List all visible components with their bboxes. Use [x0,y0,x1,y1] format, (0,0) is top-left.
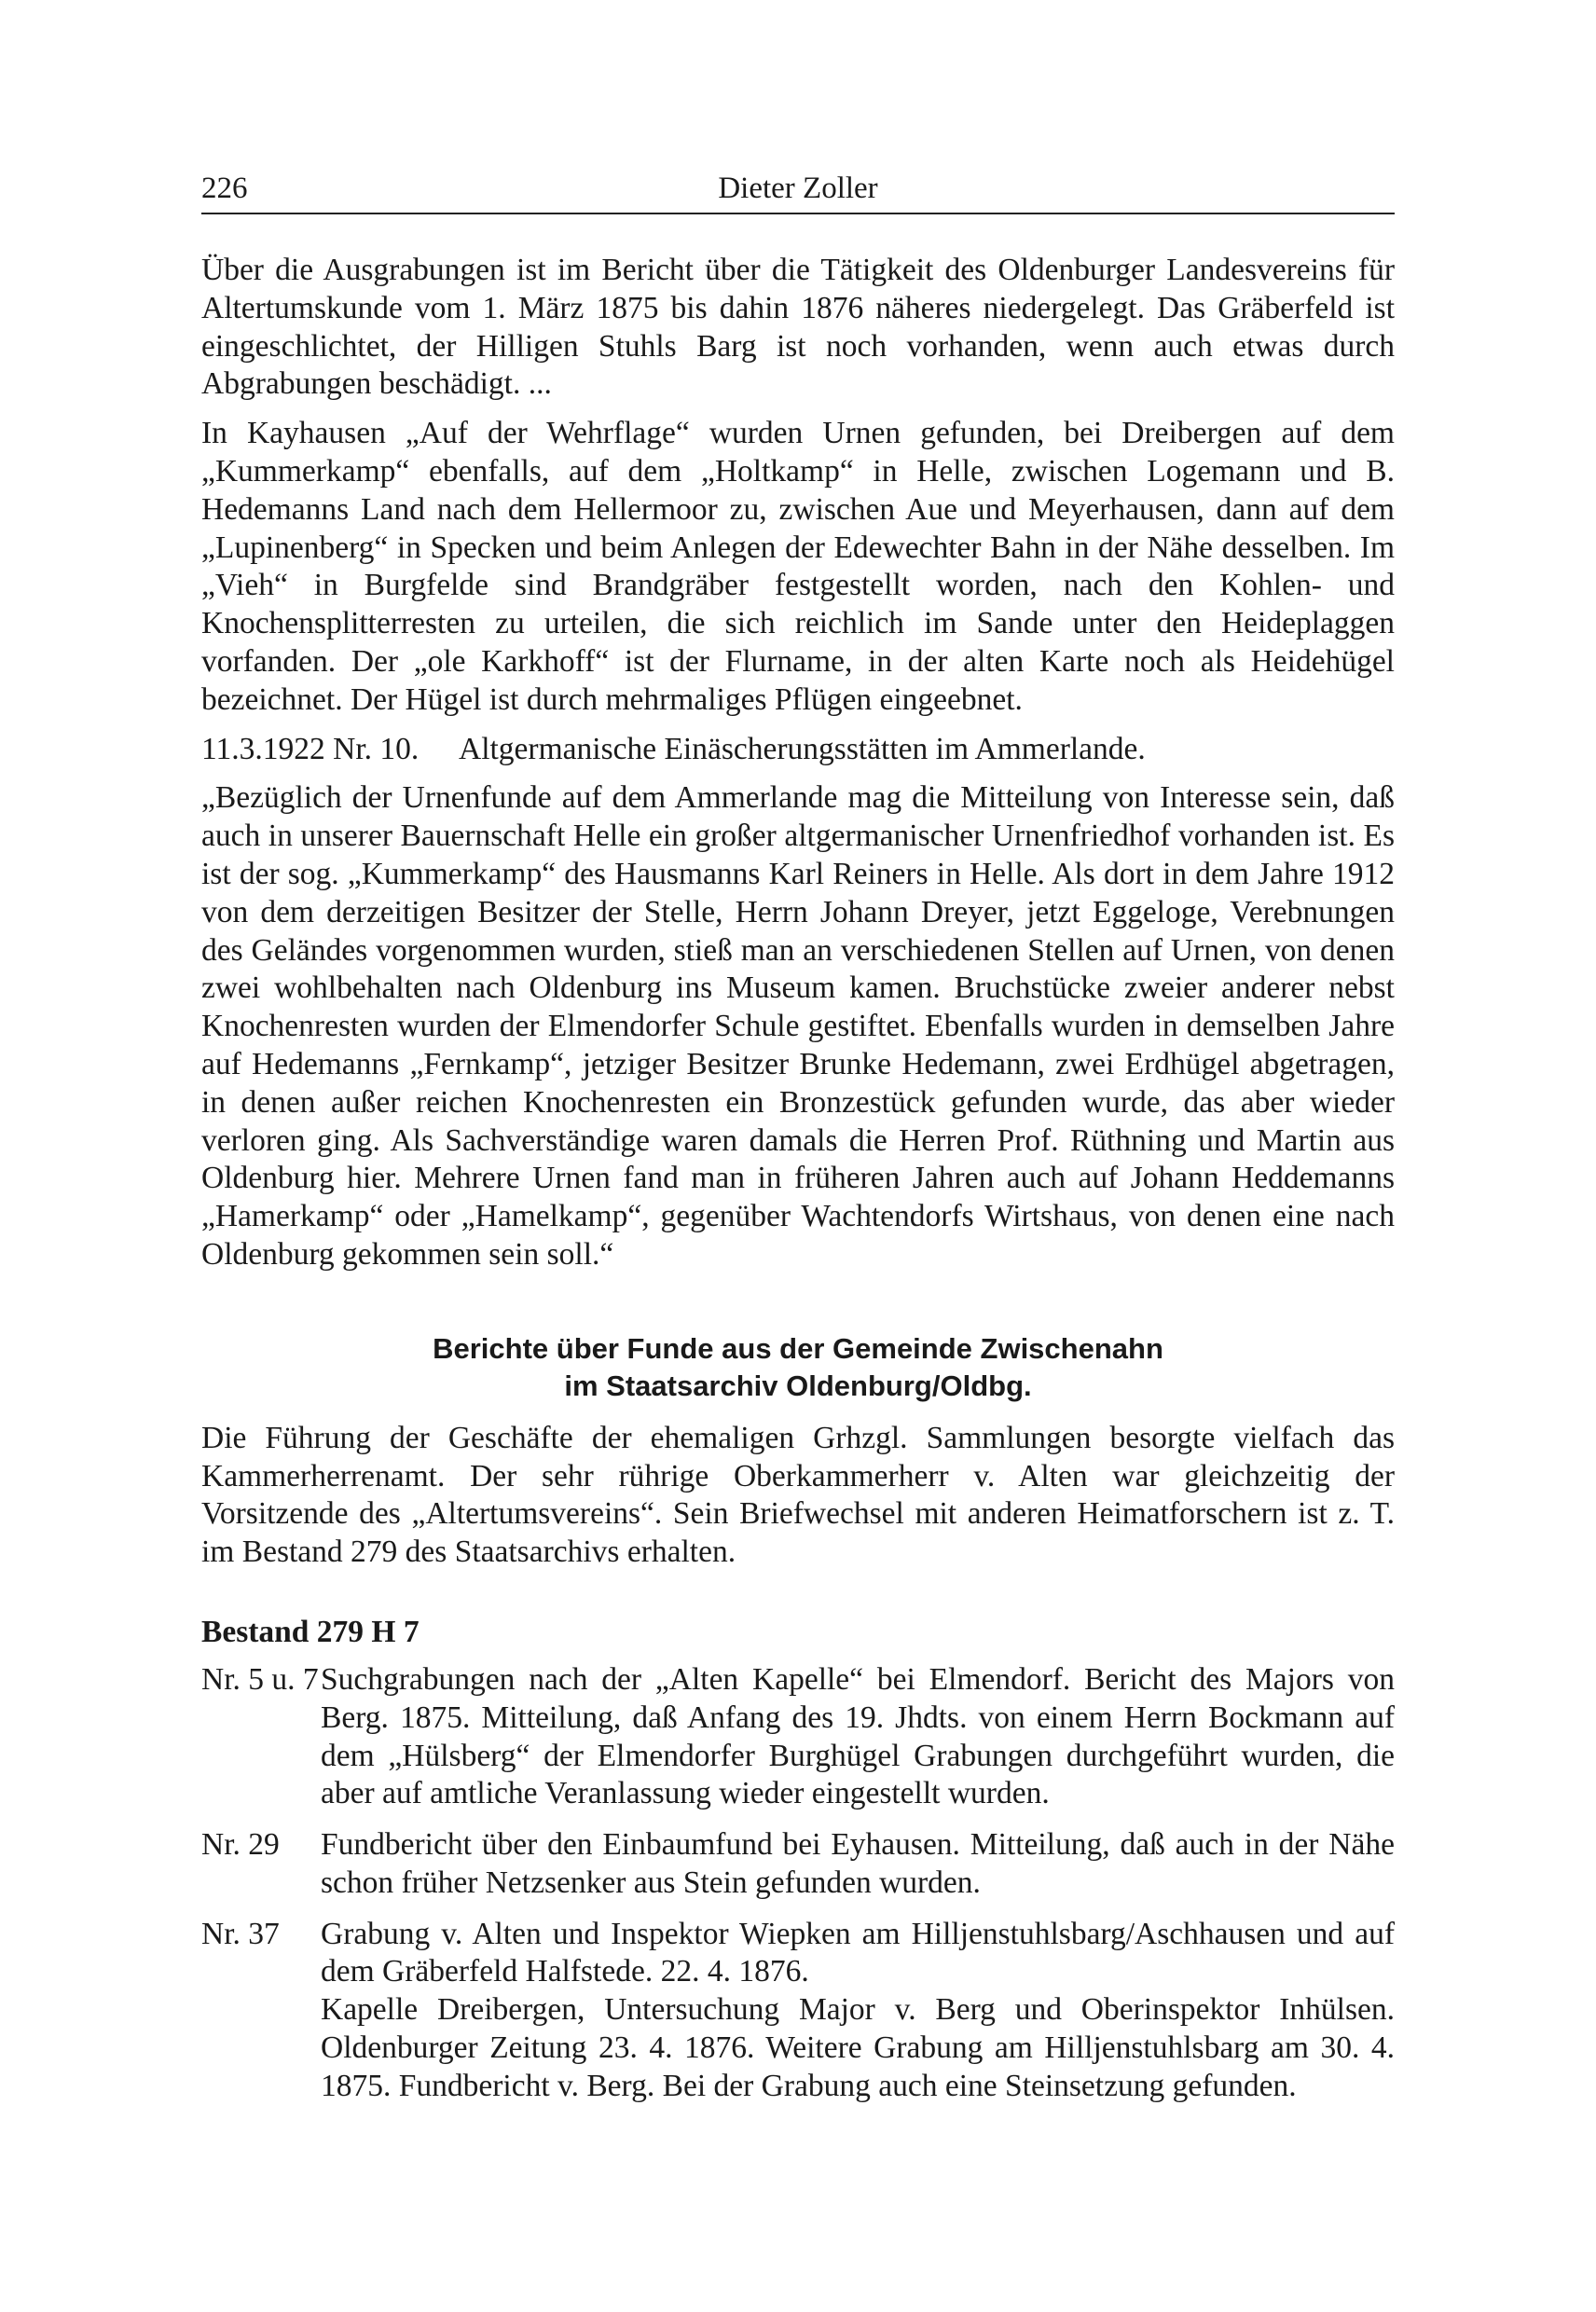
bestand-heading: Bestand 279 H 7 [201,1614,420,1649]
reference-text [321,1826,1395,1903]
body-text [201,252,1395,2119]
entry-date: 11.3.1922 Nr. 10. [201,731,420,766]
running-head: Dieter Zoller [718,172,878,205]
archive-reference-item [201,1916,1395,2106]
reference-text [321,1916,1395,2106]
newspaper-entry [201,731,1395,769]
paragraph: In Kayhausen „Auf der Wehrflage“ wurden Urnen gefunden, bei Dreibergen auf dem „Kummerkamp“ ebenfalls, auf dem „Holtkamp“ in Helle, zwischen Logemann und B. Hedemanns Land nach dem Hellermoor zu, zwischen Aue und Meyerhausen, dann auf dem „Lupinenberg“ in Specken und beim Anlegen der Edewechter Bahn in der Nähe desselben. Im „Vieh“ in Burgfelde sind Brandgräber festgestellt worden, nach den Kohlen- und Knochensplitterresten zu urteilen, die sich reichlich im Sande unter den Heideplaggen vorfanden. Der „ole Karkhoff“ ist der Flurname, in der alten Karte noch als Heidehügel bezeichnet. Der Hügel ist durch mehrmaliges Pflügen eingeebnet. [201,416,1395,717]
archive-reference-item [201,1826,1395,1903]
section-heading-line: Berichte über Funde aus der Gemeinde Zwischenahn [433,1331,1163,1365]
archive-reference-item [201,1661,1395,1813]
reference-description: Grabung v. Alten und Inspektor Wiepken am Hilljenstuhlsbarg/Aschhausen und auf dem Gräberfeld Halfstede. 22. 4. 1876. [321,1916,1395,1989]
section-intro: Die Führung der Geschäfte der ehemaligen Grhzgl. Sammlungen besorgte vielfach das Kammerherrenamt. Der sehr rührige Oberkammerherr v. Alten war gleichzeitig der Vorsitzende des „Altertumsvereins“. Sein Briefwechsel mit anderen Heimatforschern ist z. T. im Bestand 279 des Staatsarchivs erhalten. [201,1420,1395,1570]
reference-text [321,1661,1395,1813]
reference-description: Fundbericht über den Einbaumfund bei Eyhausen. Mitteilung, daß auch in der Nähe schon früher Netzsenker aus Stein gefunden wurden. [321,1827,1395,1900]
reference-number: Nr. 29 [201,1827,280,1863]
reference-number: Nr. 37 [201,1916,280,1951]
section-heading [201,1330,1395,1405]
reference-number: Nr. 5 u. 7 [201,1661,319,1697]
quoted-paragraph: „Bezüglich der Urnenfunde auf dem Ammerlande mag die Mitteilung von Interesse sein, daß auch in unserer Bauernschaft Helle ein großer altgermanischer Urnenfriedhof vorhanden ist. Es ist der sog. „Kummerkamp“ des Hausmanns Karl Reiners in Helle. Als dort in dem Jahre 1912 von dem derzeitigen Besitzer der Stelle, Herrn Johann Dreyer, jetzt Eggeloge, Verebnungen des Geländes vorgenommen wurden, stieß man an verschiedenen Stellen auf Urnen, von denen zwei wohlbehalten nach Oldenburg ins Museum kamen. Bruchstücke zweier anderer nebst Knochenresten wurden der Elmendorfer Schule gestiftet. Ebenfalls wurden in demselben Jahre auf Hedemanns „Fernkamp“, jetziger Besitzer Brunke Hedemann, zwei Erdhügel abgetragen, in denen außer reichen Knochenresten ein Bronzestück gefunden wurde, das aber wieder verloren ging. Als Sachverständige waren damals die Herren Prof. Rüthning und Martin aus Oldenburg hier. Mehrere Urnen fand man in früheren Jahren auch auf Johann Heddemanns „Hamerkamp“ oder „Hamelkamp“, gegenüber Wachtendorfs Wirtshaus, von denen eine nach Oldenburg gekommen sein soll.“ [201,780,1395,1272]
page-header [201,168,1395,214]
paragraph: Über die Ausgrabungen ist im Bericht über die Tätigkeit des Oldenburger Landesvereins für Altertumskunde vom 1. März 1875 bis dahin 1876 näheres niedergelegt. Das Gräberfeld ist eingeschlichtet, der Hilligen Stuhls Barg ist noch vorhanden, wenn auch etwas durch Abgrabungen beschädigt. ... [201,253,1395,402]
section-heading-line: im Staatsarchiv Oldenburg/Oldbg. [564,1369,1032,1402]
reference-description: Kapelle Dreibergen, Untersuchung Major v. Berg und Oberinspektor Inhülsen. Oldenburger Zeitung 23. 4. 1876. Weitere Grabung am Hilljenstuhlsbarg am 30. 4. 1875. Fundbericht v. Berg. Bei der Grabung auch eine Steinsetzung gefunden. [321,1992,1395,2103]
page-number: 226 [201,172,248,205]
entry-title: Altgermanische Einäscherungsstätten im Ammerlande. [459,731,1146,766]
archive-reference-list [201,1661,1395,2106]
reference-description: Suchgrabungen nach der „Alten Kapelle“ bei Elmendorf. Bericht des Majors von Berg. 1875. Mitteilung, daß Anfang des 19. Jhdts. von einem Herrn Bockmann auf dem „Hülsberg“ der Elmendorfer Burghügel Grabungen durchgeführt wurden, die aber auf amtliche Veranlassung wieder eingestellt wurden. [321,1661,1395,1811]
